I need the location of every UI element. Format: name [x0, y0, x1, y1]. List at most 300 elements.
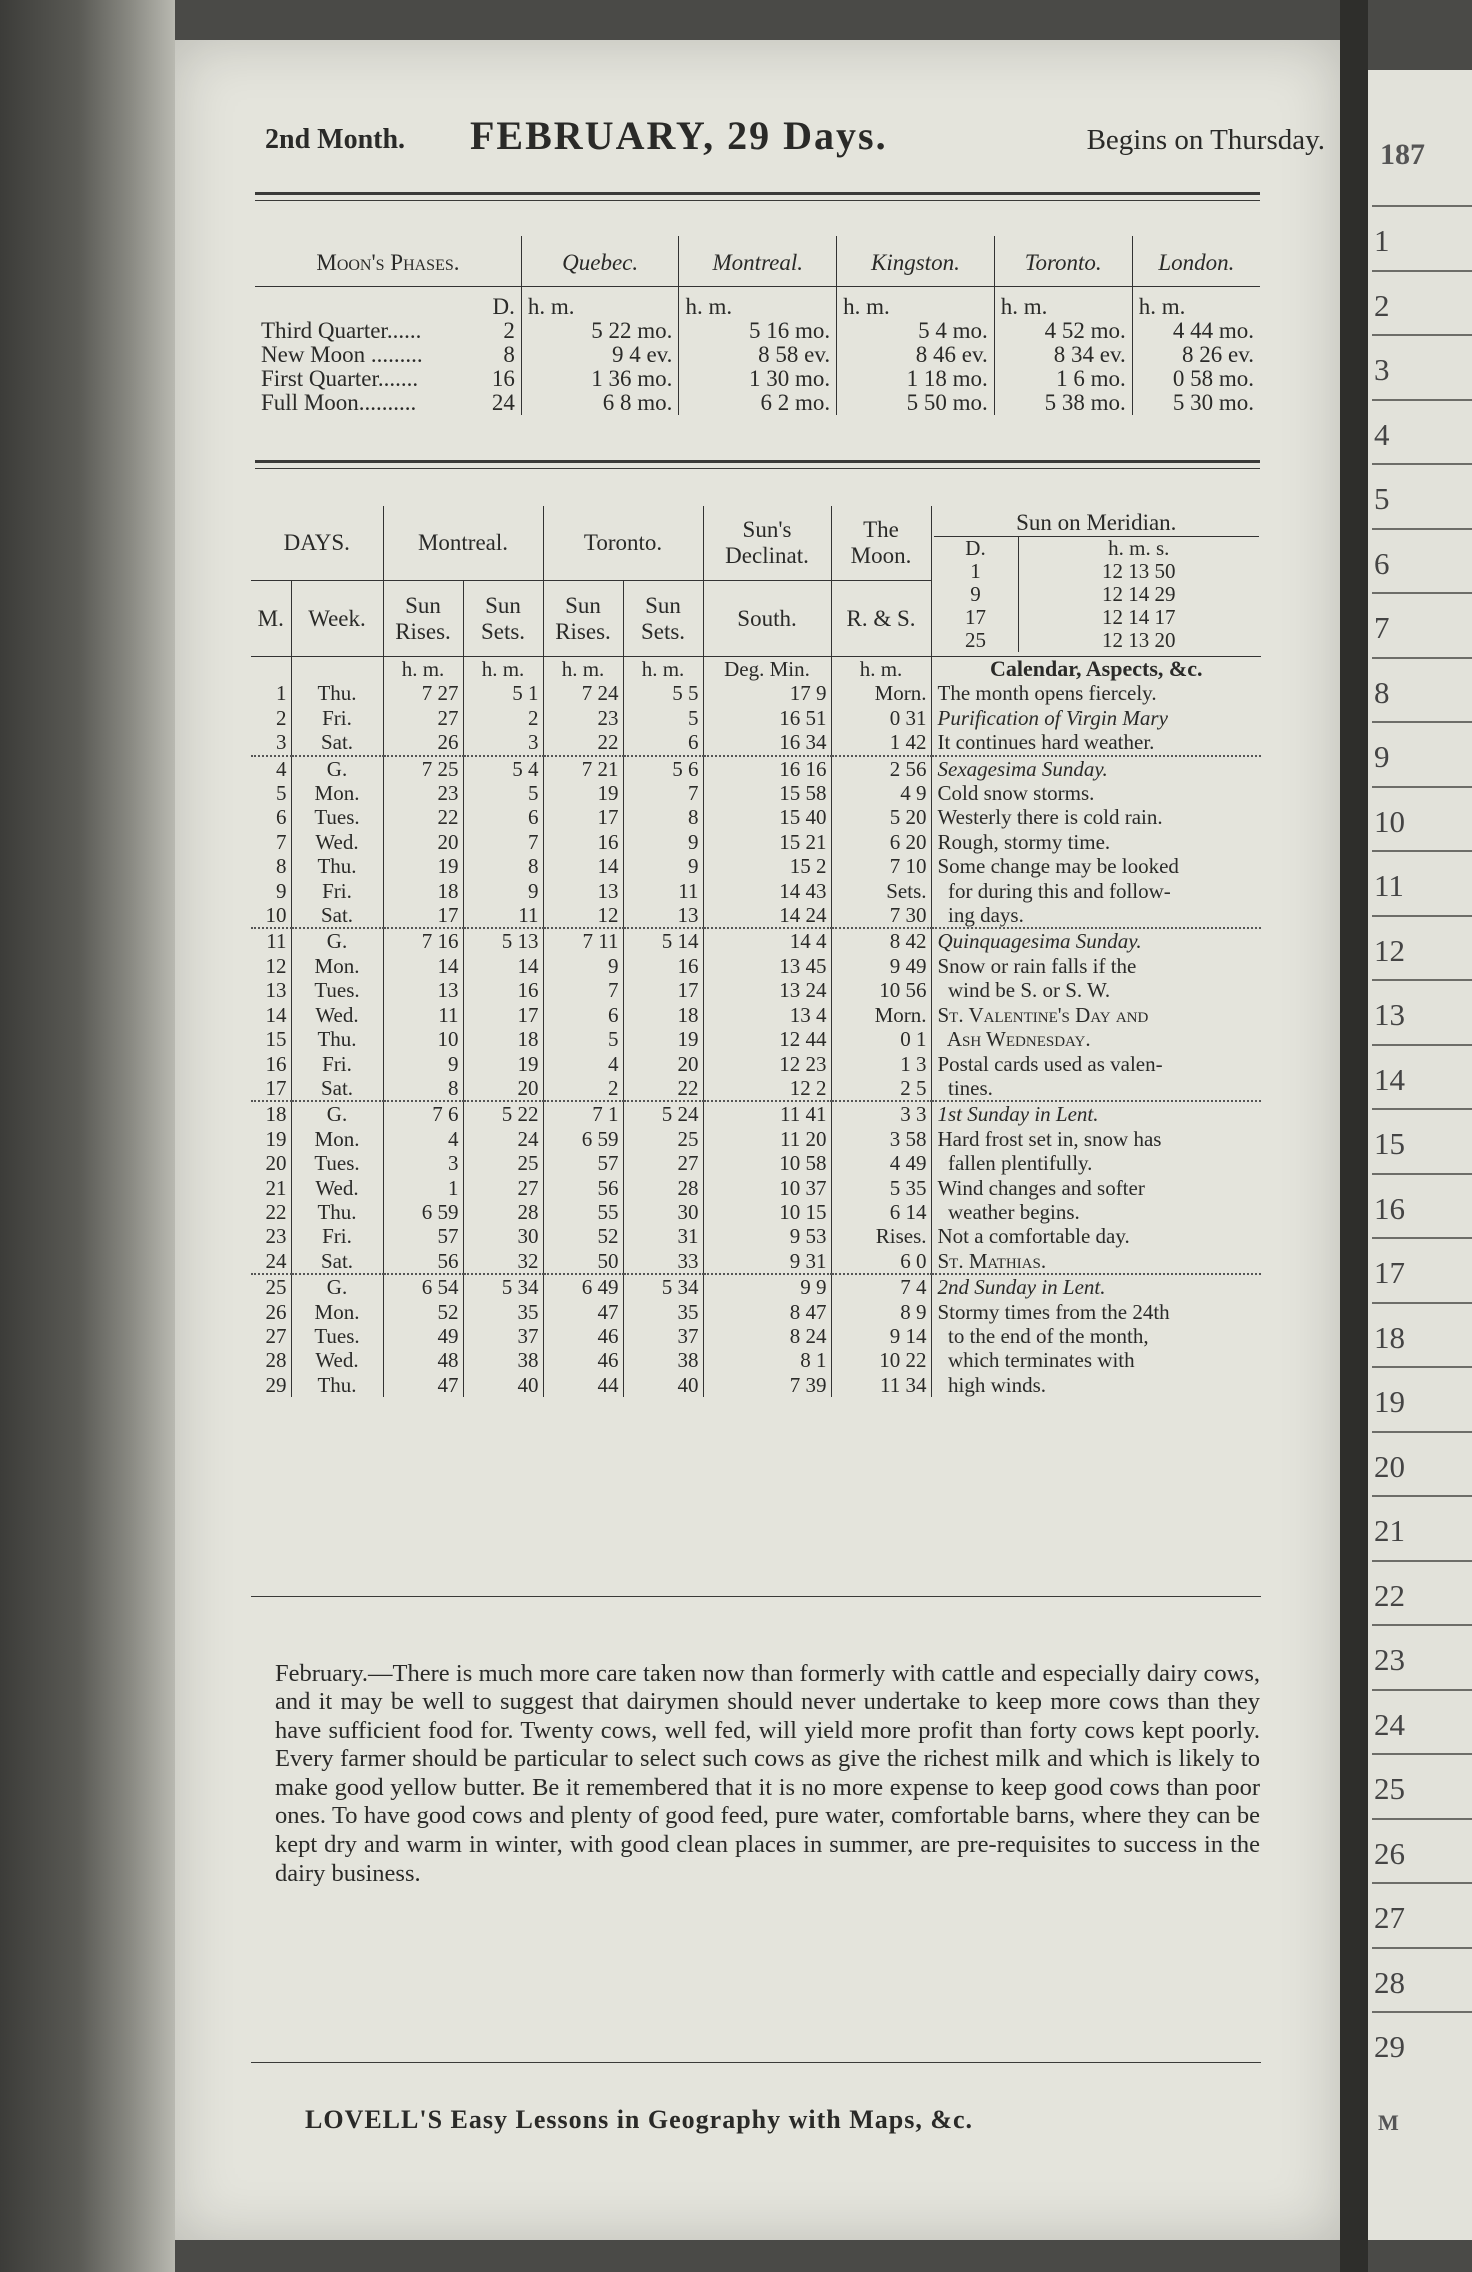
sun-declination: 13 4: [703, 1003, 831, 1027]
montreal-sunset: 24: [463, 1127, 543, 1151]
aspect-note: Ash Wednesday.: [931, 1027, 1261, 1051]
unit-hm: h. m.: [623, 657, 703, 682]
montreal-sets-header: Sun Sets.: [463, 581, 543, 657]
facing-rule: [1372, 786, 1472, 788]
toronto-sunset: 33: [623, 1249, 703, 1274]
aspect-note: Cold snow storms.: [931, 781, 1261, 805]
montreal-sunrise: 6 54: [383, 1274, 463, 1299]
day-of-month: 20: [265, 1151, 287, 1176]
moon-time-montreal: 1 30 mo.: [679, 367, 837, 391]
toronto-sunset: 5 5: [623, 681, 703, 705]
toronto-sunset: 35: [623, 1300, 703, 1324]
calendar-row: [251, 978, 1261, 1002]
mid-rule-thin: [255, 468, 1260, 469]
moon-rise-set: 6 20: [831, 830, 931, 854]
facing-rule: [1372, 1302, 1472, 1304]
day-of-month: 14: [265, 1002, 287, 1027]
facing-rule: [1372, 850, 1472, 852]
toronto-sunrise: 2: [543, 1076, 623, 1101]
day-of-month: 17: [265, 1075, 287, 1100]
moon-rise-set: 8 9: [831, 1300, 931, 1324]
montreal-sunset: 30: [463, 1224, 543, 1248]
toronto-sunset: 13: [623, 903, 703, 928]
montreal-sunrise: 20: [383, 830, 463, 854]
moon-time-kingston: 8 46 ev.: [837, 343, 995, 367]
toronto-sunrise: 23: [543, 706, 623, 730]
moon-rise-set: 1 42: [831, 730, 931, 755]
moon-rise-set: 9 14: [831, 1324, 931, 1348]
montreal-sunrise: 27: [383, 706, 463, 730]
montreal-sunset: 20: [463, 1076, 543, 1101]
toronto-sunrise: 57: [543, 1151, 623, 1175]
aspect-note: wind be S. or S. W.: [931, 978, 1261, 1002]
toronto-sunrise: 47: [543, 1300, 623, 1324]
aspect-note: St. Mathias.: [931, 1249, 1261, 1274]
meridian-header: [931, 506, 1261, 657]
montreal-sunrise: 3: [383, 1151, 463, 1175]
toronto-sunrise: 46: [543, 1348, 623, 1372]
aspect-note: Postal cards used as valen-: [931, 1052, 1261, 1076]
aspect-note: tines.: [931, 1076, 1261, 1101]
moon-time-london: 8 26 ev.: [1132, 343, 1260, 367]
montreal-sunrise: 57: [383, 1224, 463, 1248]
moon-time-london: 0 58 mo.: [1132, 367, 1260, 391]
day-of-month: 6: [276, 805, 287, 830]
calendar-row: [251, 830, 1261, 854]
aspect-note: Stormy times from the 24th: [931, 1300, 1261, 1324]
facing-rule: [1372, 1237, 1472, 1239]
weekday: Fri.: [291, 879, 383, 903]
facing-rule: [1372, 399, 1472, 401]
page-gutter: [1340, 0, 1368, 2272]
sun-declination: 14 4: [703, 928, 831, 953]
toronto-sunset: 9: [623, 830, 703, 854]
facing-day-number: 27: [1374, 1900, 1405, 1935]
day-of-month: 21: [265, 1175, 287, 1200]
moon-time-montreal: 5 16 mo.: [679, 319, 837, 343]
facing-day-number: 13: [1374, 997, 1405, 1032]
sun-declination: 11 41: [703, 1101, 831, 1126]
meridian-day: 17: [934, 606, 1019, 629]
calendar-row: [251, 1300, 1261, 1324]
facing-day-number: 23: [1374, 1642, 1405, 1677]
facing-rule: [1372, 1689, 1472, 1691]
m-header: M.: [257, 605, 284, 631]
calendar-row: [251, 1003, 1261, 1027]
weekday: Tues.: [291, 805, 383, 829]
weekday: Mon.: [291, 1300, 383, 1324]
book-spine: [0, 0, 175, 2272]
facing-day-number: 5: [1374, 481, 1390, 516]
sun-declination: 15 58: [703, 781, 831, 805]
weekday: Wed.: [291, 1176, 383, 1200]
montreal-sunrise: 4: [383, 1127, 463, 1151]
facing-rule: [1372, 1173, 1472, 1175]
toronto-sunrise: 7: [543, 978, 623, 1002]
toronto-sunset: 5 6: [623, 756, 703, 781]
footer-rule: [251, 2062, 1261, 2063]
toronto-sunrise: 52: [543, 1224, 623, 1248]
day-of-month: 13: [265, 978, 287, 1003]
moon-rise-set: 3 3: [831, 1101, 931, 1126]
montreal-sunrise: 1: [383, 1176, 463, 1200]
aspect-note: to the end of the month,: [931, 1324, 1261, 1348]
montreal-sunrise: 22: [383, 805, 463, 829]
toronto-sunset: 16: [623, 954, 703, 978]
moon-col-montreal: Montreal.: [679, 236, 837, 287]
montreal-sunset: 6: [463, 805, 543, 829]
montreal-sunset: 17: [463, 1003, 543, 1027]
moon-rise-set: 7 10: [831, 854, 931, 878]
toronto-sunrise: 7 11: [543, 928, 623, 953]
day-of-month: 1: [276, 681, 287, 706]
facing-day-number: 4: [1374, 416, 1390, 452]
moon-rise-set: 11 34: [831, 1373, 931, 1397]
montreal-sunset: 38: [463, 1348, 543, 1372]
facing-rule: [1372, 1044, 1472, 1046]
facing-day-number: 9: [1374, 739, 1390, 774]
toronto-sunrise: 14: [543, 854, 623, 878]
moon-phase-cell: [255, 343, 521, 367]
facing-day-number: 19: [1374, 1384, 1405, 1419]
moon-rise-set: 6 0: [831, 1249, 931, 1274]
moon-time-toronto: 1 6 mo.: [994, 367, 1132, 391]
sun-declination: 10 37: [703, 1176, 831, 1200]
toronto-sunrise: 13: [543, 879, 623, 903]
calendar-row: [251, 1274, 1261, 1299]
weekday: Mon.: [291, 1127, 383, 1151]
toronto-sunset: 7: [623, 781, 703, 805]
montreal-rises-header: Sun Rises.: [383, 581, 463, 657]
montreal-sunrise: 7 25: [383, 756, 463, 781]
facing-day-number: 1: [1374, 223, 1390, 258]
toronto-rises-header: Sun Rises.: [543, 581, 623, 657]
facing-rule: [1372, 1947, 1472, 1949]
aspect-note: fallen plentifully.: [931, 1151, 1261, 1175]
moon-time-toronto: 5 38 mo.: [994, 391, 1132, 415]
montreal-sunrise: 6 59: [383, 1200, 463, 1224]
day-of-month: 18: [251, 1101, 291, 1126]
toronto-sunrise: 44: [543, 1373, 623, 1397]
toronto-sunset: 27: [623, 1151, 703, 1175]
moon-rise-set: 9 49: [831, 954, 931, 978]
day-of-month: 15: [265, 1027, 287, 1052]
facing-rule: [1372, 1366, 1472, 1368]
montreal-sunrise: 11: [383, 1003, 463, 1027]
day-of-month: 25: [251, 1274, 291, 1299]
montreal-sunrise: 48: [383, 1348, 463, 1372]
facing-day-number: 16: [1374, 1190, 1405, 1226]
montreal-sunset: 5 1: [463, 681, 543, 705]
aspect-note: Westerly there is cold rain.: [931, 805, 1261, 829]
toronto-sunset: 5 24: [623, 1101, 703, 1126]
toronto-sunrise: 22: [543, 730, 623, 755]
unit-hm: h. m.: [383, 657, 463, 682]
weekday: Tues.: [291, 1324, 383, 1348]
facing-rule: [1372, 334, 1472, 336]
moon-phase-cell: [255, 367, 521, 391]
toronto-sunset: 30: [623, 1200, 703, 1224]
moon-time-toronto: 8 34 ev.: [994, 343, 1132, 367]
sun-declination: 7 39: [703, 1373, 831, 1397]
facing-year: 187: [1380, 138, 1425, 171]
aspect-note: Sexagesima Sunday.: [931, 756, 1261, 781]
montreal-sunset: 11: [463, 903, 543, 928]
begins-on: Begins on Thursday.: [1086, 124, 1325, 156]
aspect-note: Quinquagesima Sunday.: [931, 928, 1261, 953]
weekday: G.: [291, 1274, 383, 1299]
toronto-sunrise: 4: [543, 1052, 623, 1076]
calendar-row: [251, 1200, 1261, 1224]
days-header: DAYS.: [251, 506, 383, 581]
moon-phase-row: [255, 343, 1260, 367]
moon-time-quebec: 5 22 mo.: [521, 319, 679, 343]
page-header: [265, 112, 1325, 162]
facing-rule: [1372, 1882, 1472, 1884]
toronto-sunset: 25: [623, 1127, 703, 1151]
toronto-sunset: 40: [623, 1373, 703, 1397]
toronto-sunrise: 55: [543, 1200, 623, 1224]
weekday: Mon.: [291, 954, 383, 978]
montreal-sunrise: 49: [383, 1324, 463, 1348]
moon-header: The Moon.: [831, 506, 931, 581]
aspect-note: Hard frost set in, snow has: [931, 1127, 1261, 1151]
facing-rule: [1372, 1495, 1472, 1497]
day-of-month: 24: [265, 1248, 287, 1273]
montreal-sunrise: 7 27: [383, 681, 463, 705]
moon-time-london: 5 30 mo.: [1132, 391, 1260, 415]
calendar-row: [251, 1224, 1261, 1248]
montreal-sunset: 35: [463, 1300, 543, 1324]
moon-unit-hm: h. m.: [1132, 287, 1260, 320]
montreal-sunset: 27: [463, 1176, 543, 1200]
calendar-row: [251, 928, 1261, 953]
sun-declination: 12 44: [703, 1027, 831, 1051]
montreal-sunset: 40: [463, 1373, 543, 1397]
moon-rise-set: 6 14: [831, 1200, 931, 1224]
meridian-row: [934, 629, 1260, 652]
calendar-row: [251, 1176, 1261, 1200]
day-of-month: 8: [276, 854, 287, 879]
facing-day-number: 24: [1374, 1706, 1405, 1742]
sun-declination: 14 43: [703, 879, 831, 903]
toronto-header: Toronto.: [543, 506, 703, 581]
weekday: G.: [291, 928, 383, 953]
day-of-month: 2: [276, 705, 287, 730]
montreal-sunrise: 14: [383, 954, 463, 978]
aspect-note: Not a comfortable day.: [931, 1224, 1261, 1248]
moon-unit-hm: h. m.: [521, 287, 679, 320]
montreal-sunset: 37: [463, 1324, 543, 1348]
day-of-month: 22: [265, 1199, 287, 1224]
toronto-sunrise: 6 59: [543, 1127, 623, 1151]
toronto-sunrise: 46: [543, 1324, 623, 1348]
meridian-time: 12 14 17: [1102, 605, 1176, 629]
sun-declination: 15 40: [703, 805, 831, 829]
facing-day-number: 8: [1374, 674, 1390, 710]
calendar-row: [251, 879, 1261, 903]
sun-declination: 15 2: [703, 854, 831, 878]
sun-declination: 17 9: [703, 681, 831, 705]
moon-rise-set: Rises.: [831, 1224, 931, 1248]
phase-name: New Moon .........: [261, 342, 423, 367]
toronto-sunset: 5 34: [623, 1274, 703, 1299]
toronto-sunset: 18: [623, 1003, 703, 1027]
meridian-head-hms: h. m. s.: [1108, 536, 1170, 560]
calendar-body: [251, 681, 1261, 1397]
moon-time-quebec: 6 8 mo.: [521, 391, 679, 415]
facing-rule: [1372, 463, 1472, 465]
meridian-time: 12 13 50: [1102, 559, 1176, 583]
toronto-sunset: 8: [623, 805, 703, 829]
day-of-month: 4: [251, 756, 291, 781]
facing-day-number: 20: [1374, 1448, 1405, 1484]
facing-rule: [1372, 915, 1472, 917]
toronto-sunset: 37: [623, 1324, 703, 1348]
phase-name: Third Quarter......: [261, 318, 422, 343]
meridian-row: [934, 606, 1260, 629]
montreal-sunset: 9: [463, 879, 543, 903]
unit-blank-m: [251, 657, 291, 682]
sun-declination: 14 24: [703, 903, 831, 928]
weekday: Wed.: [291, 830, 383, 854]
day-of-month: 29: [265, 1372, 287, 1397]
aspect-note: 2nd Sunday in Lent.: [931, 1274, 1261, 1299]
sun-declination: 16 34: [703, 730, 831, 755]
weekday: Thu.: [291, 681, 383, 705]
aspect-note: The month opens fiercely.: [931, 681, 1261, 705]
facing-day-number: 28: [1374, 1964, 1405, 2000]
weekday: Tues.: [291, 978, 383, 1002]
toronto-sunrise: 9: [543, 954, 623, 978]
aspect-note: ing days.: [931, 903, 1261, 928]
facing-footer: M: [1378, 2110, 1399, 2135]
calendar-row: [251, 1373, 1261, 1397]
facing-rule: [1372, 1753, 1472, 1755]
weekday: Fri.: [291, 706, 383, 730]
moon-rise-set: 2 5: [831, 1076, 931, 1101]
calendar-row: [251, 1151, 1261, 1175]
sun-declination: 9 31: [703, 1249, 831, 1274]
moon-phase-row: [255, 367, 1260, 391]
day-of-month: 5: [276, 781, 287, 806]
montreal-sunset: 16: [463, 978, 543, 1002]
day-of-month: 23: [265, 1224, 287, 1249]
facing-day-number: 17: [1374, 1255, 1405, 1290]
montreal-sunrise: 26: [383, 730, 463, 755]
sun-declination: 8 1: [703, 1348, 831, 1372]
montreal-sunset: 5 34: [463, 1274, 543, 1299]
meridian-time: 12 14 29: [1102, 582, 1176, 606]
weekday: G.: [291, 756, 383, 781]
montreal-sunset: 14: [463, 954, 543, 978]
meridian-day: 1: [934, 560, 1019, 583]
meridian-head-row: [934, 537, 1260, 560]
phase-day: 16: [491, 366, 515, 391]
phase-day: 8: [503, 342, 515, 367]
unit-hm: h. m.: [543, 657, 623, 682]
moon-unit-hm: h. m.: [994, 287, 1132, 320]
moon-phase-cell: [255, 319, 521, 343]
montreal-header: Montreal.: [383, 506, 543, 581]
facing-day-number: 26: [1374, 1835, 1405, 1871]
montreal-sunset: 8: [463, 854, 543, 878]
toronto-sunset: 5: [623, 706, 703, 730]
facing-rule: [1372, 592, 1472, 594]
moon-phase-row: [255, 391, 1260, 415]
weekday: Fri.: [291, 1224, 383, 1248]
facing-rule: [1372, 528, 1472, 530]
calendar-row: [251, 1324, 1261, 1348]
facing-page: [1368, 70, 1472, 2240]
south-header: South.: [703, 581, 831, 657]
unit-hm: h. m.: [463, 657, 543, 682]
facing-rule: [1372, 1818, 1472, 1820]
aspect-note: which terminates with: [931, 1348, 1261, 1372]
toronto-sets-header: Sun Sets.: [623, 581, 703, 657]
facing-day-number: 10: [1374, 803, 1405, 839]
facing-rule: [1372, 1624, 1472, 1626]
day-of-month: 3: [276, 730, 287, 755]
montreal-sunrise: 19: [383, 854, 463, 878]
moon-unit-hm: h. m.: [679, 287, 837, 320]
weekday: Wed.: [291, 1003, 383, 1027]
calendar-row: [251, 805, 1261, 829]
calendar-row: [251, 903, 1261, 928]
header-rule-thin: [255, 200, 1260, 201]
meridian-title: Sun on Meridian.: [934, 510, 1260, 537]
moon-col-quebec: Quebec.: [521, 236, 679, 287]
moon-col-london: London.: [1132, 236, 1260, 287]
calendar-row: [251, 854, 1261, 878]
toronto-sunrise: 5: [543, 1027, 623, 1051]
toronto-sunset: 38: [623, 1348, 703, 1372]
day-of-month: 11: [251, 928, 291, 953]
facing-day-number: 29: [1374, 2029, 1405, 2064]
facing-rule: [1372, 979, 1472, 981]
moon-time-kingston: 5 50 mo.: [837, 391, 995, 415]
toronto-sunset: 22: [623, 1076, 703, 1101]
montreal-sunset: 5: [463, 781, 543, 805]
day-of-month: 7: [276, 829, 287, 854]
meridian-day: 25: [934, 629, 1019, 652]
moon-time-london: 4 44 mo.: [1132, 319, 1260, 343]
facing-day-number: 14: [1374, 1061, 1405, 1097]
montreal-sunrise: 10: [383, 1027, 463, 1051]
moon-rise-set: 7 4: [831, 1274, 931, 1299]
weekday: Wed.: [291, 1348, 383, 1372]
day-of-month: 26: [265, 1299, 287, 1324]
aspect-note: Rough, stormy time.: [931, 830, 1261, 854]
montreal-sunrise: 18: [383, 879, 463, 903]
moon-rise-set: 3 58: [831, 1127, 931, 1151]
montreal-sunrise: 17: [383, 903, 463, 928]
sun-declination: 15 21: [703, 830, 831, 854]
meridian-rows: [934, 560, 1260, 652]
calendar-row: [251, 730, 1261, 755]
montreal-sunrise: 13: [383, 978, 463, 1002]
declination-header: Sun's Declinat.: [703, 506, 831, 581]
toronto-sunset: 28: [623, 1176, 703, 1200]
week-header: Week.: [291, 581, 383, 657]
mid-rule: [255, 460, 1260, 463]
moon-rise-set: Morn.: [831, 681, 931, 705]
weekday: Fri.: [291, 1052, 383, 1076]
aspect-note: Wind changes and softer: [931, 1176, 1261, 1200]
page-title: FEBRUARY, 29 Days.: [470, 113, 888, 158]
facing-rule: [1372, 1431, 1472, 1433]
montreal-sunset: 28: [463, 1200, 543, 1224]
